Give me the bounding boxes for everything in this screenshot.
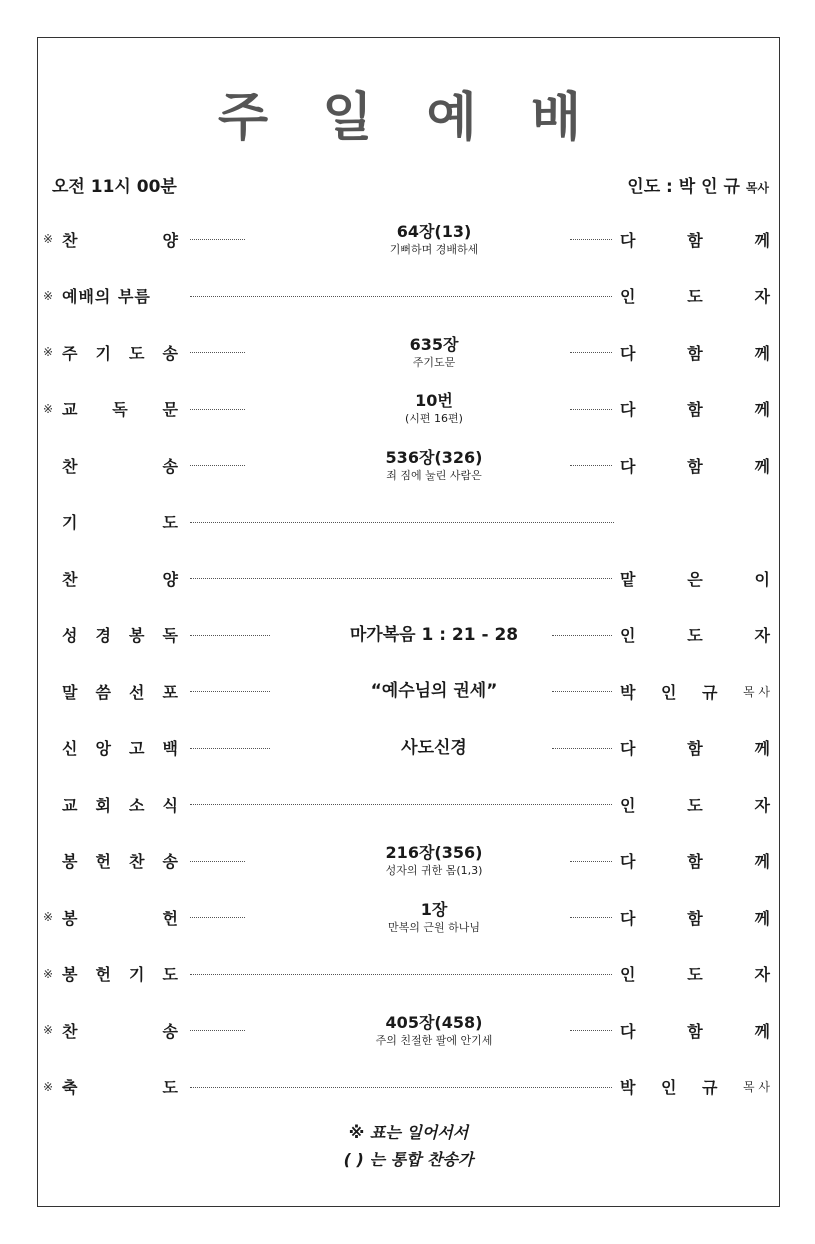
program-person — [620, 664, 770, 718]
program-person-char: 인 — [661, 682, 677, 702]
standing-mark: ※ — [43, 1079, 54, 1094]
program-label-char: 찬 — [62, 1021, 78, 1041]
program-detail — [268, 325, 600, 379]
standing-mark: ※ — [43, 910, 54, 924]
program-label-char: 백 — [162, 739, 178, 758]
program-person-char: 인 — [620, 287, 636, 306]
program-title: 1장 — [420, 899, 448, 919]
program-row — [38, 1003, 779, 1057]
program-person-char: 자 — [754, 965, 770, 984]
program-row — [38, 269, 779, 323]
program-detail — [268, 1003, 600, 1057]
leader-name: 인도 : 박 인 규 — [627, 177, 740, 197]
program-person-char: 목 사 — [743, 1080, 770, 1094]
program-person-char: 께 — [754, 400, 770, 419]
program-label — [62, 608, 178, 662]
program-row — [38, 608, 779, 662]
program-person-char: 도 — [687, 626, 703, 645]
program-title: 536장(326) — [385, 447, 483, 467]
program-person-char: 규 — [702, 682, 718, 702]
program-person-char: 함 — [687, 852, 703, 871]
standing-mark: ※ — [43, 966, 54, 981]
program-label-char: 봉 — [62, 908, 78, 928]
program-label — [62, 890, 178, 944]
program-person — [620, 721, 770, 775]
program-person-char: 이 — [754, 569, 770, 589]
program-subtitle: 성자의 귀한 몸(1,3) — [385, 864, 483, 877]
program-detail — [268, 890, 600, 944]
program-row — [38, 382, 779, 436]
program-person — [620, 1003, 770, 1057]
program-label — [62, 212, 178, 266]
program-label-char: 주 — [62, 343, 78, 363]
program-person-char: 규 — [702, 1078, 718, 1097]
leader-dots — [190, 239, 245, 240]
program-label-char: 고 — [129, 739, 145, 758]
program-label-char: 회 — [95, 795, 111, 815]
leader-dots — [190, 861, 245, 862]
program-label-char: 기 — [129, 965, 145, 984]
program-label-char: 씀 — [95, 682, 111, 702]
program-subtitle: 죄 짐에 눌린 사람은 — [386, 468, 482, 482]
program-label-char: 찬 — [62, 569, 78, 589]
leader-dots — [190, 465, 245, 466]
standing-mark: ※ — [43, 288, 54, 303]
leader-dots — [190, 748, 270, 749]
bulletin-frame — [37, 37, 780, 1207]
program-label-char: 성 — [62, 626, 78, 645]
program-person-char: 께 — [754, 230, 770, 250]
program-person-char: 인 — [620, 626, 636, 645]
program-person-char: 다 — [620, 456, 636, 476]
program-person-char: 자 — [754, 626, 770, 645]
program-label-char: 헌 — [95, 965, 111, 984]
program-row — [38, 1060, 779, 1114]
program-label-char: 찬 — [62, 456, 78, 476]
program-label-char: 교 — [62, 400, 78, 419]
program-person — [620, 325, 770, 379]
program-label — [62, 664, 178, 718]
program-label-char: 예배의 부름 — [62, 287, 151, 306]
program-detail — [268, 608, 600, 662]
program-detail — [268, 664, 600, 718]
program-label-char: 송 — [162, 343, 178, 363]
standing-mark: ※ — [43, 232, 54, 246]
program-person-char: 께 — [754, 1021, 770, 1041]
program-person-char: 인 — [661, 1078, 677, 1097]
program-label — [62, 269, 178, 323]
program-label-char: 도 — [162, 513, 178, 532]
program-person-char: 다 — [620, 739, 636, 758]
leader-dots — [190, 691, 270, 692]
leader-title: 목사 — [745, 181, 769, 195]
program-row — [38, 551, 779, 605]
standing-mark: ※ — [43, 345, 54, 359]
program-person-char: 다 — [620, 852, 636, 871]
program-person — [620, 269, 770, 323]
program-row — [38, 438, 779, 492]
program-row — [38, 834, 779, 888]
program-label-char: 양 — [162, 230, 178, 250]
program-person-char: 함 — [687, 908, 703, 928]
program-row — [38, 495, 779, 549]
service-leader — [627, 176, 769, 199]
program-label-char: 독 — [162, 626, 178, 645]
program-person-char: 함 — [687, 400, 703, 419]
program-detail — [268, 382, 600, 436]
program-label-char: 봉 — [129, 626, 145, 645]
program-person-char: 다 — [620, 343, 636, 363]
program-label-char: 선 — [129, 682, 145, 702]
leader-dots — [190, 1087, 612, 1088]
program-subtitle: (시편 16편) — [405, 412, 463, 425]
program-label — [62, 777, 178, 831]
leader-dots — [190, 974, 612, 975]
program-detail — [268, 438, 600, 492]
program-person-char: 께 — [754, 852, 770, 871]
program-label-char: 찬 — [62, 230, 78, 250]
program-title: 사도신경 — [401, 737, 467, 758]
leader-dots — [190, 352, 245, 353]
leader-dots — [190, 522, 614, 523]
program-label-char: 송 — [162, 852, 178, 871]
program-label — [62, 721, 178, 775]
program-person-char: 박 — [620, 1078, 636, 1097]
program-label — [62, 382, 178, 436]
program-label-char: 말 — [62, 682, 78, 702]
page-title: 주 일 예 배 — [217, 88, 600, 148]
footer-hymnal-note: ( ) 는 통합 찬송가 — [343, 1150, 474, 1169]
program-detail — [268, 212, 600, 266]
program-label-char: 독 — [112, 400, 128, 419]
program-person-char: 자 — [754, 287, 770, 306]
program-row — [38, 664, 779, 718]
program-row — [38, 721, 779, 775]
program-label — [62, 1060, 178, 1114]
program-label-char: 교 — [62, 795, 78, 815]
program-person-char: 께 — [754, 908, 770, 928]
program-person — [620, 551, 770, 605]
program-label-char: 봉 — [62, 852, 78, 871]
standing-mark: ※ — [43, 1023, 54, 1037]
leader-dots — [190, 635, 270, 636]
program-row — [38, 947, 779, 1001]
program-person — [620, 382, 770, 436]
program-title: 405장(458) — [385, 1012, 483, 1032]
program-row — [38, 890, 779, 944]
program-person-char: 함 — [687, 1021, 703, 1041]
program-person — [620, 1060, 770, 1114]
program-person-char: 다 — [620, 400, 636, 419]
program-person — [620, 777, 770, 831]
program-label-char: 앙 — [95, 739, 111, 758]
program-person-char: 맡 — [620, 569, 636, 589]
program-label-char: 신 — [62, 739, 78, 758]
program-label-char: 기 — [95, 343, 111, 363]
program-label-char: 기 — [62, 513, 78, 532]
program-label — [62, 551, 178, 605]
program-title: 64장(13) — [396, 221, 472, 241]
standing-mark: ※ — [43, 401, 54, 416]
program-person-char: 인 — [620, 795, 636, 815]
leader-dots — [190, 296, 612, 297]
program-person-char: 박 — [620, 682, 636, 702]
program-label — [62, 834, 178, 888]
program-label-char: 문 — [162, 400, 178, 419]
program-person-char: 함 — [687, 230, 703, 250]
program-person-char: 도 — [687, 795, 703, 815]
program-row — [38, 212, 779, 266]
program-person-char: 다 — [620, 1021, 636, 1041]
program-label-char: 축 — [62, 1078, 78, 1097]
program-person — [620, 212, 770, 266]
leader-dots — [190, 578, 612, 579]
program-label-char: 도 — [162, 965, 178, 984]
program-label-char: 송 — [162, 456, 178, 476]
program-label — [62, 1003, 178, 1057]
program-person-char: 께 — [754, 456, 770, 476]
program-title: 216장(356) — [385, 843, 483, 862]
program-title: 10번 — [415, 391, 453, 410]
program-label — [62, 438, 178, 492]
program-label-char: 헌 — [162, 908, 178, 928]
program-person-char: 께 — [754, 739, 770, 758]
program-label-char: 송 — [162, 1021, 178, 1041]
program-title: 마가복음 1 : 21 - 28 — [349, 624, 519, 645]
leader-dots — [190, 409, 245, 410]
program-person-char: 인 — [620, 965, 636, 984]
leader-dots — [190, 917, 245, 918]
program-person — [620, 608, 770, 662]
program-label-char: 헌 — [95, 852, 111, 871]
program-person — [620, 834, 770, 888]
program-label-char: 양 — [162, 569, 178, 589]
program-label-char: 도 — [162, 1078, 178, 1097]
program-label-char: 도 — [129, 343, 145, 363]
program-label — [62, 947, 178, 1001]
program-person-char: 함 — [687, 739, 703, 758]
program-row — [38, 777, 779, 831]
program-person — [620, 438, 770, 492]
program-subtitle: 기뻐하며 경배하세 — [389, 242, 479, 256]
program-detail — [268, 834, 600, 888]
program-title: 635장 — [409, 334, 459, 354]
program-label-char: 경 — [95, 626, 111, 645]
program-label — [62, 325, 178, 379]
program-subtitle: 주의 친절한 팔에 안기세 — [375, 1033, 493, 1047]
service-time: 오전 11시 00분 — [52, 177, 177, 197]
footer-standing-note: ※ 표는 일어서서 — [348, 1123, 469, 1142]
program-label-char: 봉 — [62, 965, 78, 984]
program-label-char: 소 — [129, 795, 145, 815]
program-label-char: 식 — [162, 795, 178, 815]
program-person-char: 은 — [687, 569, 703, 589]
program-subtitle: 주기도문 — [412, 355, 456, 369]
program-person-char: 도 — [687, 287, 703, 306]
program-person-char: 함 — [687, 343, 703, 363]
program-label-char: 찬 — [129, 852, 145, 871]
program-person-char: 께 — [754, 343, 770, 363]
program-subtitle: 만복의 근원 하나님 — [387, 920, 480, 934]
program-detail — [268, 721, 600, 775]
program-person — [620, 890, 770, 944]
leader-dots — [190, 1030, 245, 1031]
program-row — [38, 325, 779, 379]
program-person — [620, 947, 770, 1001]
program-person-char: 함 — [687, 456, 703, 476]
program-person-char: 목 사 — [743, 684, 770, 699]
leader-dots — [190, 804, 612, 805]
program-label-char: 포 — [162, 682, 178, 702]
program-person-char: 다 — [620, 908, 636, 928]
program-person-char: 도 — [687, 965, 703, 984]
program-label — [62, 495, 178, 549]
program-title: “예수님의 권세” — [370, 681, 498, 701]
program-person-char: 다 — [620, 230, 636, 250]
program-person-char: 자 — [754, 795, 770, 815]
